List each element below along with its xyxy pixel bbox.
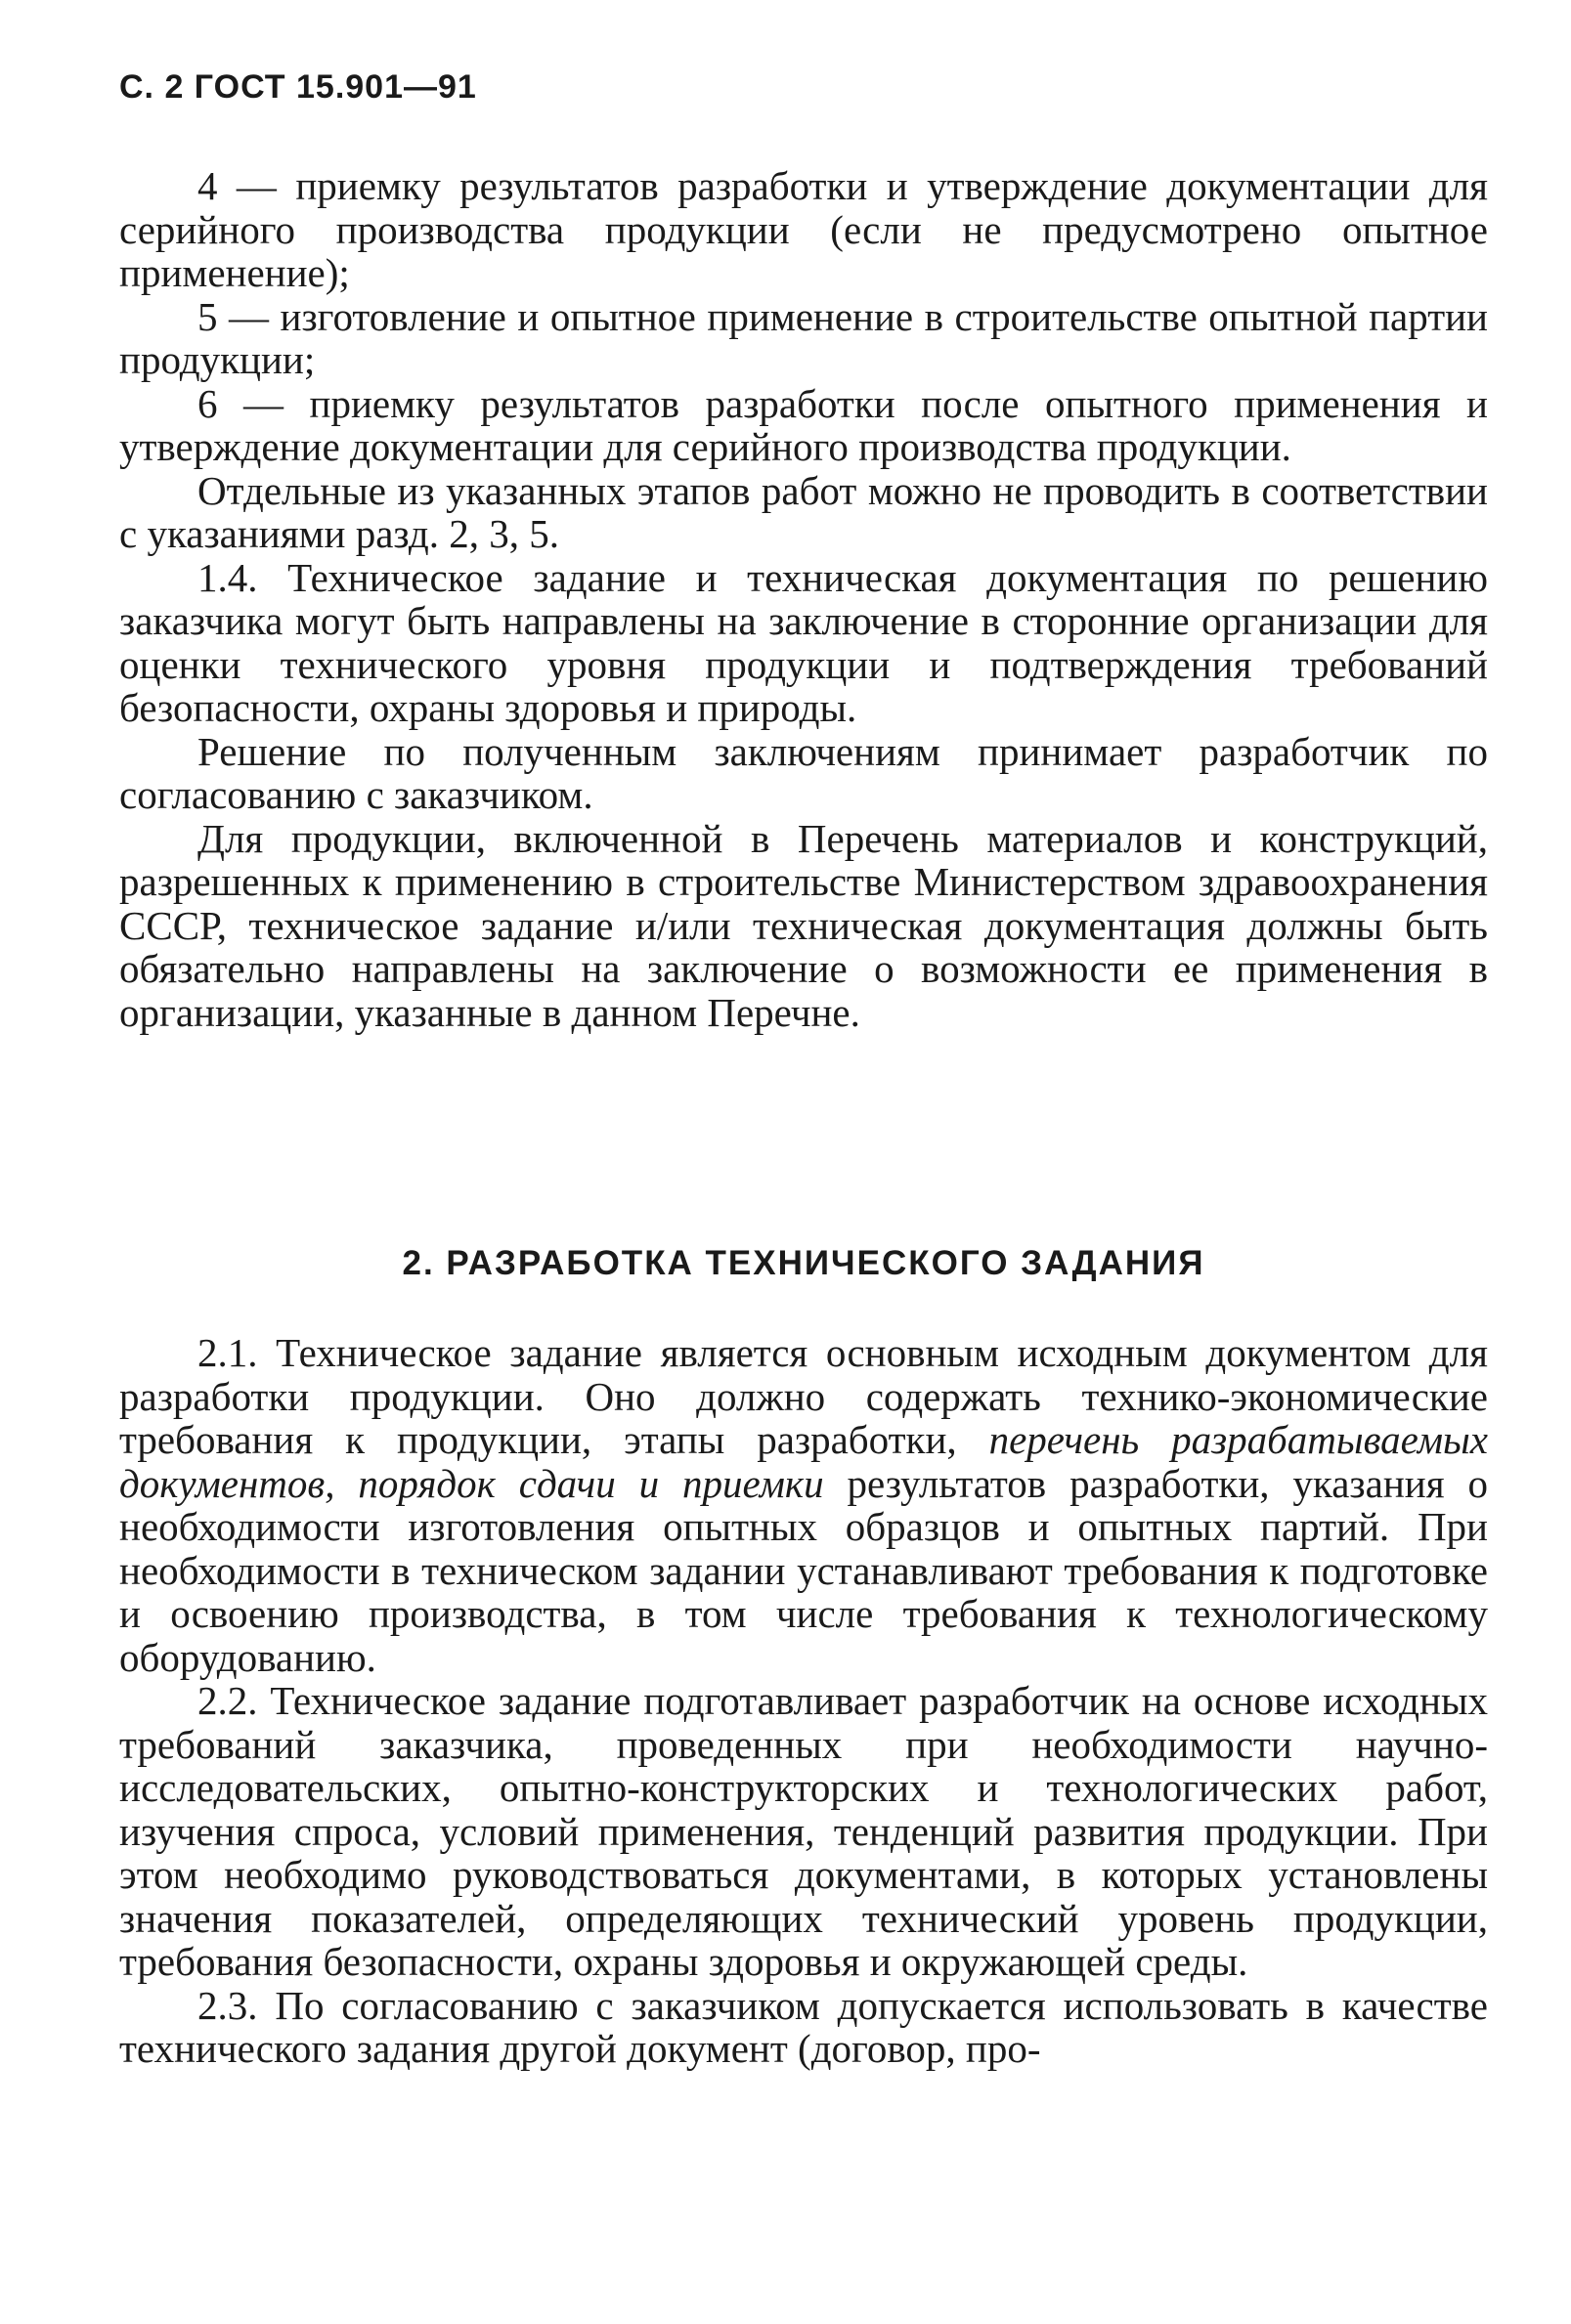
- section-2-heading: 2. РАЗРАБОТКА ТЕХНИЧЕСКОГО ЗАДАНИЯ: [402, 1244, 1205, 1282]
- paragraph-minzdrav: Для продукции, включенной в Перечень материалов и конструкций, разрешенных к применению в строительстве Министерством здравоохранения СССР, техническое задание и/или техническая документация должны быть обязательно направлены на заключение о возможности ее применения в организации, указанные в данном Перечне.: [119, 815, 1488, 1035]
- paragraph-2-3: 2.3. По согласованию с заказчиком допускается использовать в качестве технического задания другой документ (договор, про-: [119, 1982, 1488, 2071]
- paragraph-decision: Решение по полученным заключениям принимает разработчик по согласованию с заказчиком.: [119, 728, 1488, 817]
- page-header: С. 2 ГОСТ 15.901—91: [119, 68, 477, 106]
- paragraph-stage-5: 5 — изготовление и опытное применение в строительстве опытной партии продукции;: [119, 293, 1488, 382]
- paragraph-stages-optional: Отдельные из указанных этапов работ можно не проводить в соответствии с указаниями разд. 2, 3, 5.: [119, 467, 1488, 556]
- paragraph-2-1-before: 2.1. Техническое задание является основным исходным документом для разработки продукции. Оно должно содержать технико-экономические требования к продукции, этапы разработки,: [119, 1330, 1488, 1462]
- section-2-body: [119, 1331, 1488, 2071]
- paragraph-stage-4: 4 — приемку результатов разработки и утверждение документации для серийного производства продукции (если не предусмотрено опытное применение);: [119, 163, 1488, 295]
- paragraph-2-1: [119, 1331, 1488, 1679]
- paragraph-stage-6: 6 — приемку результатов разработки после опытного применения и утверждение документации для серийного производства продукции.: [119, 380, 1488, 469]
- top-text-block: [119, 164, 1488, 1034]
- paragraph-2-1-italic: перечень разрабатываемых документов, порядок сдачи и приемки: [119, 1417, 1488, 1506]
- paragraph-1-4: 1.4. Техническое задание и техническая документация по решению заказчика могут быть направлены на заключение в сторонние организации для оценки технического уровня продукции и подтверждения требований безопасности, охраны здоровья и природы.: [119, 554, 1488, 730]
- paragraph-2-1-after: результатов разработки, указания о необходимости изготовления опытных образцов и опытных партий. При необходимости в техническом задании устанавливают требования к подготовке и освоению производства, в том числе требования к технологическому оборудованию.: [119, 1460, 1488, 1680]
- paragraph-2-2: 2.2. Техническое задание подготавливает разработчик на основе исходных требований заказчика, проведенных при необходимости научно-исследовательских, опытно-конструкторских и технологических работ, изучения спроса, условий применения, тенденций развития продукции. При этом необходимо руководствоваться документами, в которых установлены значения показателей, определяющих технический уровень продукции, требования безопасности, охраны здоровья и окружающей среды.: [119, 1678, 1488, 1984]
